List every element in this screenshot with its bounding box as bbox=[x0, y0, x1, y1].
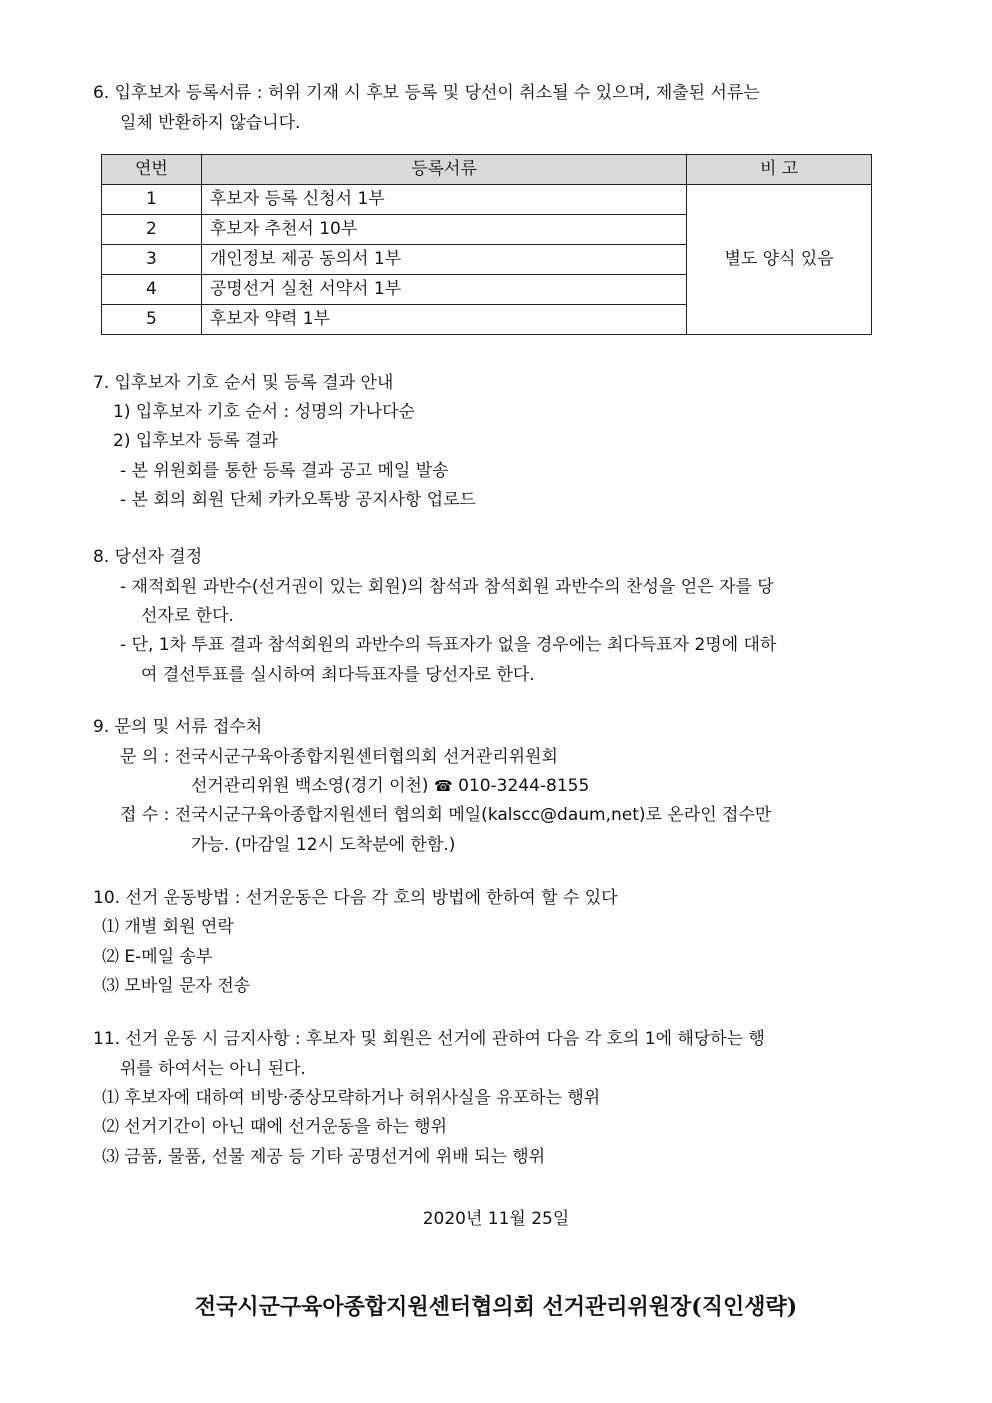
table-header-row bbox=[102, 155, 872, 185]
section8-bullet1-line2: 선자로 한다. bbox=[141, 606, 234, 626]
section9-title: 9. 문의 및 서류 접수처 bbox=[93, 717, 263, 737]
row-document: 후보자 등록 신청서 1부 bbox=[201, 185, 686, 215]
section8-bullet2-line1: - 단, 1차 투표 결과 참석회원의 과반수의 득표자가 없을 경우에는 최다득표자 2명에 대하 bbox=[120, 635, 777, 655]
section8-bullet1-line1: - 재적회원 과반수(선거권이 있는 회원)의 참석과 참석회원 과반수의 찬성을 얻은 자를 당 bbox=[120, 577, 774, 597]
signature-line: 전국시군구육아종합지원센터협의회 선거관리위원장(직인생략) bbox=[194, 1294, 798, 1320]
section10-item-3: ⑶ 모바일 문자 전송 bbox=[102, 976, 251, 996]
header-document: 등록서류 bbox=[201, 155, 686, 185]
receipt-line1: 접 수 : 전국시군구육아종합지원센터 협의회 메일(kalscc@daum,net)로 온라인 접수만 bbox=[120, 805, 772, 825]
section8-title: 8. 당선자 결정 bbox=[93, 547, 203, 567]
inquiry-contact: 선거관리위원 백소영(경기 이천) bbox=[191, 776, 429, 796]
section11-item-1: ⑴ 후보자에 대하여 비방·중상모략하거나 허위사실을 유포하는 행위 bbox=[102, 1088, 601, 1108]
section11-item-2: ⑵ 선거기간이 아닌 때에 선거운동을 하는 행위 bbox=[102, 1117, 448, 1137]
row-number: 2 bbox=[102, 215, 202, 245]
receipt-line2: 가능. (마감일 12시 도착분에 한함.) bbox=[191, 835, 456, 855]
section7-bullet1: - 본 위원회를 통한 등록 결과 공고 메일 발송 bbox=[120, 461, 449, 481]
section6-line2: 일체 반환하지 않습니다. bbox=[120, 113, 301, 133]
section11-line2: 위를 하여서는 아니 된다. bbox=[120, 1059, 306, 1079]
row-document: 후보자 추천서 10부 bbox=[201, 215, 686, 245]
inquiry-line1: 문 의 : 전국시군구육아종합지원센터협의회 선거관리위원회 bbox=[120, 747, 558, 767]
row-document: 개인정보 제공 동의서 1부 bbox=[201, 245, 686, 275]
section6-line1: 6. 입후보자 등록서류 : 허위 기재 시 후보 등록 및 당선이 취소될 수 있으며, 제출된 서류는 bbox=[93, 83, 760, 103]
document-date: 2020년 11월 25일 bbox=[422, 1209, 570, 1229]
note-cell: 별도 양식 있음 bbox=[687, 185, 872, 335]
phone-number: 010-3244-8155 bbox=[458, 776, 590, 796]
row-number: 1 bbox=[102, 185, 202, 215]
row-number: 5 bbox=[102, 305, 202, 335]
section7-item2: 2) 입후보자 등록 결과 bbox=[113, 431, 279, 451]
inquiry-line2 bbox=[191, 775, 589, 797]
table-row bbox=[102, 185, 872, 215]
phone-icon: ☎ bbox=[433, 777, 453, 795]
header-serial: 연번 bbox=[102, 155, 202, 185]
row-document: 공명선거 실천 서약서 1부 bbox=[201, 275, 686, 305]
section8-bullet2-line2: 여 결선투표를 실시하여 최다득표자를 당선자로 한다. bbox=[141, 665, 535, 685]
section7-bullet2: - 본 회의 회원 단체 카카오톡방 공지사항 업로드 bbox=[120, 490, 476, 510]
section10-item-2: ⑵ E-메일 송부 bbox=[102, 947, 213, 967]
section7-item1: 1) 입후보자 기호 순서 : 성명의 가나다순 bbox=[113, 402, 415, 422]
section11-line1: 11. 선거 운동 시 금지사항 : 후보자 및 회원은 선거에 관하여 다음 각 호의 1에 해당하는 행 bbox=[93, 1029, 765, 1049]
header-note: 비 고 bbox=[687, 155, 872, 185]
section11-item-3: ⑶ 금품, 물품, 선물 제공 등 기타 공명선거에 위배 되는 행위 bbox=[102, 1147, 546, 1167]
registration-documents-table bbox=[101, 154, 872, 335]
row-number: 4 bbox=[102, 275, 202, 305]
section10-title: 10. 선거 운동방법 : 선거운동은 다음 각 호의 방법에 한하여 할 수 있다 bbox=[93, 888, 618, 908]
row-document: 후보자 약력 1부 bbox=[201, 305, 686, 335]
row-number: 3 bbox=[102, 245, 202, 275]
section7-title: 7. 입후보자 기호 순서 및 등록 결과 안내 bbox=[93, 373, 394, 393]
section10-item-1: ⑴ 개별 회원 연락 bbox=[102, 917, 234, 937]
